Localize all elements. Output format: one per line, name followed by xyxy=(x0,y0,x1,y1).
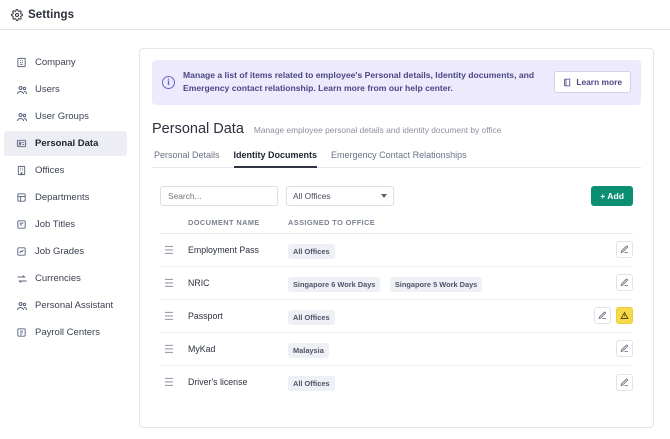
info-banner-text: Manage a list of items related to employee's Personal details, Identity documents, and Emergency contact relationship. Learn more from our help center. xyxy=(183,70,535,94)
office-chip: Singapore 6 Work Days xyxy=(288,277,380,292)
window-body xyxy=(0,30,670,439)
info-icon: i xyxy=(162,76,175,89)
row-actions xyxy=(573,274,633,291)
sidebar-item-label: Currencies xyxy=(35,272,81,284)
table-row xyxy=(160,267,633,300)
add-button[interactable]: + Add xyxy=(591,186,633,206)
users-icon xyxy=(15,299,28,312)
table-row xyxy=(160,366,633,399)
sidebar-item-currencies[interactable] xyxy=(4,266,127,291)
chevron-down-icon xyxy=(381,194,387,198)
building-icon xyxy=(15,56,28,69)
sidebar-item-label: Departments xyxy=(35,191,90,203)
sidebar-item-company[interactable] xyxy=(4,50,127,75)
row-actions xyxy=(573,340,633,357)
sidebar-item-payroll-centers[interactable] xyxy=(4,320,127,345)
tab-personal-details[interactable]: Personal Details xyxy=(154,149,220,160)
gear-icon xyxy=(11,9,23,21)
table-header-row xyxy=(160,218,633,234)
assigned-offices xyxy=(288,274,573,292)
pencil-icon[interactable] xyxy=(616,274,633,291)
users-icon xyxy=(15,83,28,96)
sidebar-item-users[interactable] xyxy=(4,77,127,102)
search-input[interactable] xyxy=(160,186,278,206)
table-row xyxy=(160,234,633,267)
sidebar-item-label: Job Grades xyxy=(35,245,85,257)
office-chip: All Offices xyxy=(288,244,335,259)
personal-data-card xyxy=(139,48,654,428)
office-chip: All Offices xyxy=(288,376,335,391)
sidebar-item-label: Personal Assistant xyxy=(35,299,114,311)
users-icon xyxy=(15,110,28,123)
learn-more-label: Learn more xyxy=(576,77,622,88)
identity-documents-table xyxy=(152,218,641,399)
window-title: Settings xyxy=(28,8,75,21)
sidebar-item-label: Personal Data xyxy=(35,137,99,149)
page-subtitle: Manage employee personal details and identity document by office xyxy=(253,124,502,135)
assigned-offices xyxy=(288,373,573,391)
id-card-icon xyxy=(15,137,28,150)
tag-icon xyxy=(15,218,28,231)
sidebar-item-departments[interactable] xyxy=(4,185,127,210)
office-filter-select[interactable] xyxy=(286,186,394,206)
assigned-offices xyxy=(288,241,573,259)
grade-icon xyxy=(15,245,28,258)
sidebar-item-label: Users xyxy=(35,83,60,95)
column-header-assigned-to-office: ASSIGNED TO OFFICE xyxy=(288,217,376,227)
drag-handle-icon[interactable]: ☰ xyxy=(164,343,174,356)
drag-handle-icon[interactable]: ☰ xyxy=(164,310,174,323)
sidebar-item-user-groups[interactable] xyxy=(4,104,127,129)
department-icon xyxy=(15,191,28,204)
sidebar xyxy=(0,30,131,439)
payroll-icon xyxy=(15,326,28,339)
row-actions xyxy=(573,374,633,391)
sidebar-item-personal-data[interactable] xyxy=(4,131,127,156)
table-row xyxy=(160,300,633,333)
sidebar-item-label: Offices xyxy=(35,164,65,176)
sidebar-item-label: Company xyxy=(35,56,76,68)
pencil-icon[interactable] xyxy=(594,307,611,324)
assigned-offices xyxy=(288,307,573,325)
sidebar-item-personal-assistant[interactable] xyxy=(4,293,127,318)
drag-handle-icon[interactable]: ☰ xyxy=(164,277,174,290)
document-name: NRIC xyxy=(188,277,210,288)
sidebar-item-label: Job Titles xyxy=(35,218,76,230)
main-content xyxy=(131,30,670,439)
window-titlebar xyxy=(0,0,670,30)
document-name: MyKad xyxy=(188,343,216,354)
tab-emergency-contact-relationships[interactable]: Emergency Contact Relationships xyxy=(331,149,467,160)
row-actions xyxy=(573,241,633,258)
office-chip: All Offices xyxy=(288,310,335,325)
column-header-document-name: DOCUMENT NAME xyxy=(188,217,260,227)
book-icon xyxy=(563,78,572,87)
page-title: Personal Data xyxy=(152,120,244,137)
learn-more-button[interactable] xyxy=(554,71,631,93)
page-header xyxy=(152,121,641,137)
sidebar-item-job-titles[interactable] xyxy=(4,212,127,237)
office-chip: Singapore 5 Work Days xyxy=(390,277,482,292)
document-name: Passport xyxy=(188,310,223,321)
document-name: Employment Pass xyxy=(188,244,259,255)
exchange-icon xyxy=(15,272,28,285)
assigned-offices xyxy=(288,340,573,358)
office-icon xyxy=(15,164,28,177)
sidebar-item-label: Payroll Centers xyxy=(35,326,100,338)
pencil-icon[interactable] xyxy=(616,374,633,391)
sidebar-item-label: User Groups xyxy=(35,110,89,122)
tab-bar xyxy=(152,150,641,168)
pencil-icon[interactable] xyxy=(616,241,633,258)
sidebar-item-offices[interactable] xyxy=(4,158,127,183)
warning-icon[interactable] xyxy=(616,307,633,324)
pencil-icon[interactable] xyxy=(616,340,633,357)
table-row xyxy=(160,333,633,366)
sidebar-item-job-grades[interactable] xyxy=(4,239,127,264)
drag-handle-icon[interactable]: ☰ xyxy=(164,377,174,390)
info-banner xyxy=(152,60,641,105)
office-filter-value: All Offices xyxy=(293,190,331,201)
drag-handle-icon[interactable]: ☰ xyxy=(164,244,174,257)
row-actions xyxy=(573,307,633,324)
tab-identity-documents[interactable]: Identity Documents xyxy=(234,150,318,167)
office-chip: Malaysia xyxy=(288,343,329,358)
table-toolbar xyxy=(152,186,641,206)
document-name: Driver's license xyxy=(188,377,248,388)
